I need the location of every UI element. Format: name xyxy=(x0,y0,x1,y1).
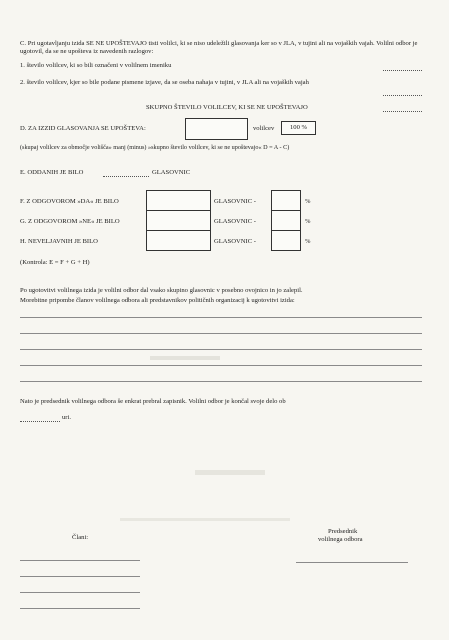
section-d-note: (skupaj volilcev za območje volišča» manj (minus) »skupno število volilcev, ki se ne upoštevajo« D = A - C) xyxy=(20,144,290,151)
section-h-unit: GLASOVNIC - xyxy=(214,238,256,245)
section-g-label: G. Z ODGOVOROM »NE« JE BILO xyxy=(20,218,120,225)
section-e-field[interactable] xyxy=(103,176,149,177)
bleed-through-mark xyxy=(120,518,290,521)
closing-time-unit: uri. xyxy=(62,414,71,421)
section-c-total-field[interactable] xyxy=(383,111,422,112)
section-c-item-2: 2. število volilcev, kjer so bile podane pismene izjave, da se oseba nahaja v tujini, v JLA ali na vojaških vajah xyxy=(20,79,309,86)
closing-paragraph-2: Morebitne pripombe članov volilnega odbora ali predstavnikov političnih organizacij k ugotovitvi izida: xyxy=(20,297,295,304)
member-signature-line-4[interactable] xyxy=(20,608,140,609)
remarks-line-3[interactable] xyxy=(20,349,422,350)
section-d-unit: volilcev xyxy=(253,125,275,132)
member-signature-line-3[interactable] xyxy=(20,592,140,593)
remarks-line-2[interactable] xyxy=(20,333,422,334)
section-f-pct-sign: % xyxy=(305,198,311,205)
closing-paragraph-1: Po ugotovitvi volilnega izida je volilni odbor dal vsako skupino glasovnic v posebno ovojnico in jo zalepil. xyxy=(20,287,303,294)
section-c-item-2-field[interactable] xyxy=(383,95,422,96)
president-label-line-1: Predsednik xyxy=(328,528,358,535)
section-d-percent: 100 % xyxy=(289,124,308,131)
section-c-item-1-field[interactable] xyxy=(383,70,422,71)
section-e-label: E. ODDANIH JE BILO xyxy=(20,169,84,176)
members-label: Člani: xyxy=(72,534,89,541)
member-signature-line-2[interactable] xyxy=(20,576,140,577)
section-h-percent-box[interactable] xyxy=(271,230,301,251)
bleed-through-mark xyxy=(195,470,265,475)
chair-closing-sentence: Nato je predsednik volilnega odbora še enkrat prebral zapisnik. Volilni odbor je končal svoje delo ob xyxy=(20,398,286,405)
section-g-pct-sign: % xyxy=(305,218,311,225)
section-g-percent-box[interactable] xyxy=(271,210,301,231)
section-f-label: F. Z ODGOVOROM »DA« JE BILO xyxy=(20,198,119,205)
section-h-pct-sign: % xyxy=(305,238,311,245)
remarks-line-1[interactable] xyxy=(20,317,422,318)
remarks-line-5[interactable] xyxy=(20,381,422,382)
section-c-heading: C. Pri ugotavljanju izida SE NE UPOŠTEVAJO tisti volilci, ki se niso udeležili glasovanja ker so v JLA, v tujini ali na vojaških vajah. Volilni odbor je ugotovil, da se ne upošteva iz navedenih razlogov: xyxy=(20,40,418,56)
section-d-value-box[interactable] xyxy=(185,118,248,140)
section-d-label: D. ZA IZZID GLASOVANJA SE UPOŠTEVA: xyxy=(20,125,146,132)
section-f-count-box[interactable] xyxy=(146,190,211,211)
section-c-item-1: 1. število volilcev, ki so bili označeni v volilnem imeniku xyxy=(20,62,172,69)
section-c-total: SKUPNO ŠTEVILO VOLILCEV, KI SE NE UPOŠTEVAJO xyxy=(146,104,308,111)
kontrola-formula: (Kontrola: E = F + G + H) xyxy=(20,259,90,266)
section-g-unit: GLASOVNIC - xyxy=(214,218,256,225)
bleed-through-mark xyxy=(150,356,220,360)
section-h-count-box[interactable] xyxy=(146,230,211,251)
section-g-count-box[interactable] xyxy=(146,210,211,231)
section-h-label: H. NEVELJAVNIH JE BILO xyxy=(20,238,98,245)
remarks-line-4[interactable] xyxy=(20,365,422,366)
section-f-unit: GLASOVNIC - xyxy=(214,198,256,205)
member-signature-line-1[interactable] xyxy=(20,560,140,561)
president-signature-line[interactable] xyxy=(296,562,408,563)
section-f-percent-box[interactable] xyxy=(271,190,301,211)
president-label-line-2: volilnega odbora xyxy=(318,536,363,543)
closing-time-field[interactable] xyxy=(20,421,60,422)
section-e-unit: GLASOVNIC xyxy=(152,169,191,176)
